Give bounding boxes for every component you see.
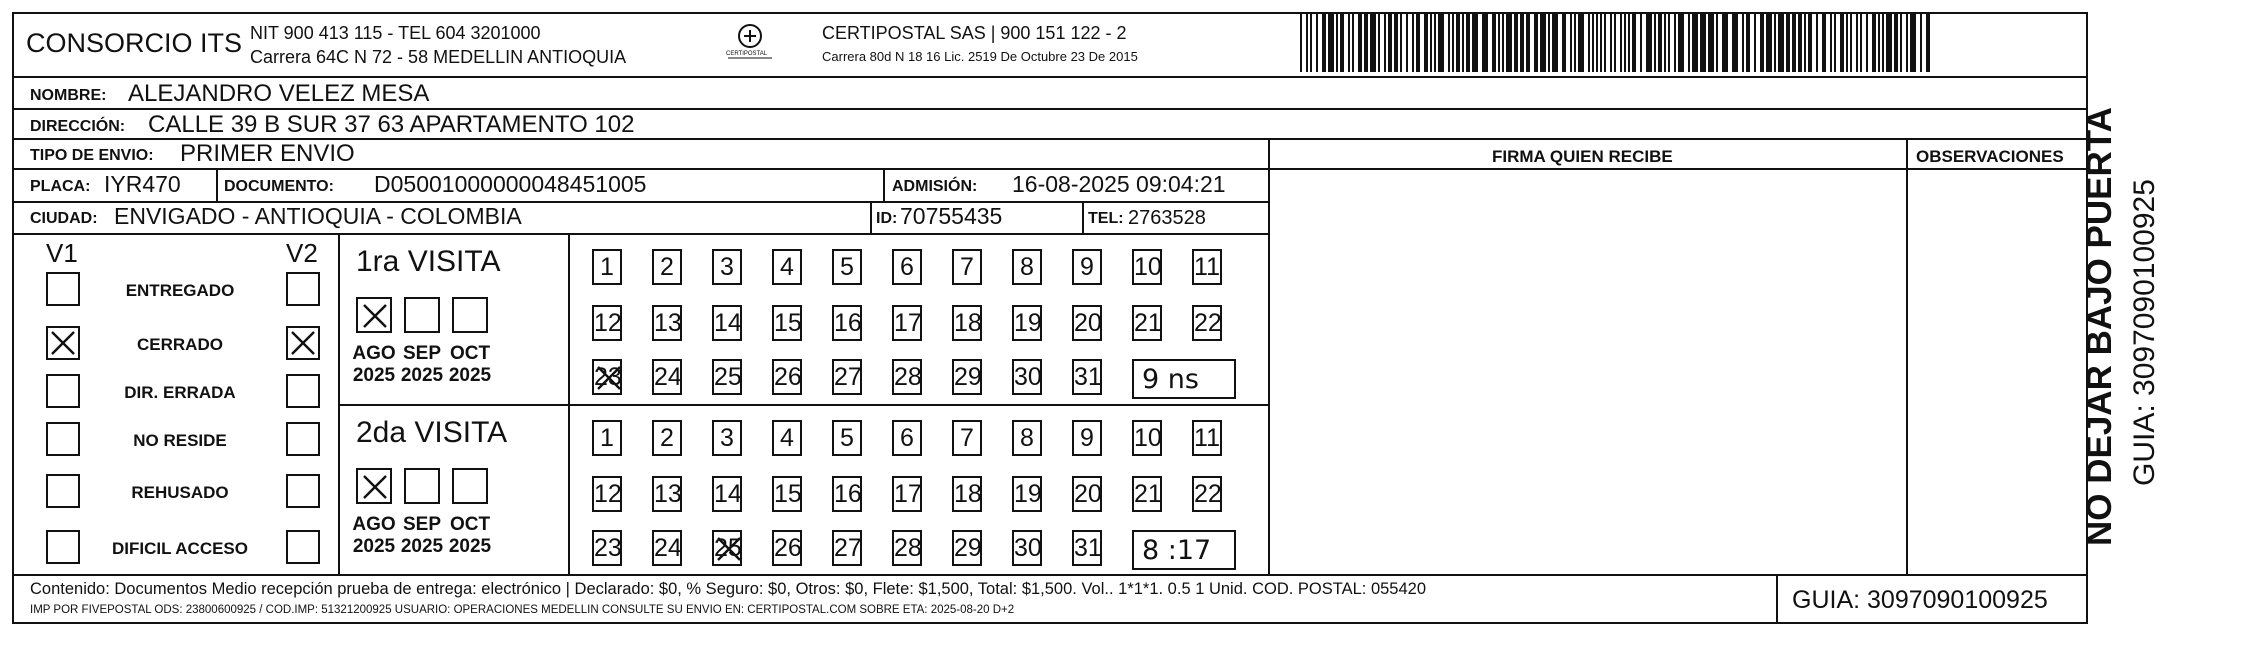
barcode-bar (1336, 14, 1338, 72)
barcode-bar (1646, 14, 1652, 72)
barcode-bar (1746, 14, 1750, 72)
barcode-bar (1456, 14, 1460, 72)
barcode-bar (1416, 14, 1420, 72)
day-box[interactable]: 6 (892, 249, 922, 285)
contenido-text: Contenido: Documentos Medio recepción prueba de entrega: electrónico | Declarado: $0, % Seguro: $0, Otros: $0, Flete: $1,500, Total: $1,500. Vol.. 1*1*1. 0.5 1 Unid. COD. POSTAL: 055420 (30, 580, 1427, 598)
day-box[interactable]: 18 (952, 476, 982, 512)
barcode-bar (1708, 14, 1714, 72)
placa-value: IYR470 (104, 171, 181, 197)
barcode-bar (1808, 14, 1812, 72)
check-mark-icon (360, 472, 390, 507)
barcode-bar (1316, 14, 1318, 72)
day-box[interactable]: 23 (592, 530, 622, 566)
side-guia: GUIA: 3097090100925 (2128, 179, 2161, 486)
barcode-bar (1384, 14, 1386, 72)
day-box[interactable]: 5 (832, 249, 862, 285)
month-year: 2025 (448, 536, 492, 557)
barcode-bar (1574, 14, 1576, 72)
day-box[interactable]: 4 (772, 420, 802, 456)
status-label: DIFICIL ACCESO (111, 539, 248, 558)
barcode-bar (1640, 14, 1642, 72)
barcode-bar (1856, 14, 1858, 72)
barcode-bar (1804, 14, 1806, 72)
company-nit: NIT 900 413 115 - TEL 604 3201000 (250, 23, 541, 43)
day-box[interactable]: 7 (952, 420, 982, 456)
check-mark-icon (594, 363, 624, 401)
month-name: OCT (449, 514, 491, 535)
barcode-bar (1760, 14, 1764, 72)
barcode-bar (1840, 14, 1844, 72)
month-checkbox[interactable] (404, 297, 440, 333)
ciudad-value: ENVIGADO - ANTIOQUIA - COLOMBIA (114, 203, 522, 229)
barcode-bar (1774, 14, 1776, 72)
time-box[interactable] (1132, 359, 1236, 399)
ciudad-label: CIUDAD: (30, 210, 98, 227)
barcode-bar (1430, 14, 1432, 72)
day-box[interactable]: 17 (892, 476, 922, 512)
barcode-bar (1654, 14, 1656, 72)
logo-text: CERTIPOSTAL (726, 51, 768, 57)
barcode-bar (1462, 14, 1464, 72)
barcode-bar (1610, 14, 1612, 72)
company-name: CONSORCIO ITS (26, 28, 243, 58)
month-label (397, 343, 447, 387)
documento-value: D05001000000048451005 (374, 171, 647, 197)
day-box[interactable]: 19 (1012, 305, 1042, 341)
barcode-bar (1438, 14, 1444, 72)
day-box[interactable]: 30 (1012, 530, 1042, 566)
barcode-bar (1370, 14, 1376, 72)
barcode-bar (1400, 14, 1402, 72)
day-box[interactable]: 27 (832, 530, 862, 566)
barcode-bar (1742, 14, 1744, 72)
checkbox-v1-1[interactable] (46, 326, 80, 360)
barcode-bar (1882, 14, 1884, 72)
barcode-bar (1322, 14, 1326, 72)
barcode-bar (1624, 14, 1626, 72)
day-box[interactable]: 20 (1072, 305, 1102, 341)
checkbox-v2-0[interactable] (286, 272, 320, 306)
day-box[interactable]: 8 (1012, 420, 1042, 456)
certipostal-logo-icon (720, 20, 780, 66)
barcode-bar (1466, 14, 1470, 72)
status-label: DIR. ERRADA (124, 383, 236, 402)
barcode-bar (1540, 14, 1546, 72)
barcode-bar (1732, 14, 1738, 72)
company-address: Carrera 64C N 72 - 58 MEDELLIN ANTIOQUIA (250, 47, 627, 67)
barcode-bar (1482, 14, 1488, 72)
nombre-label: NOMBRE: (30, 87, 107, 104)
day-box[interactable]: 30 (1012, 359, 1042, 395)
barcode-bar (1906, 14, 1908, 72)
barcode-bar (1900, 14, 1902, 72)
barcode-bar (1700, 14, 1706, 72)
certipostal-info: CERTIPOSTAL SAS | 900 151 122 - 2 (822, 23, 1127, 43)
barcode-bar (1792, 14, 1796, 72)
admision-label: ADMISIÓN: (892, 178, 978, 195)
barcode-bar (1894, 14, 1898, 72)
day-box[interactable]: 18 (952, 305, 982, 341)
day-box[interactable]: 23 (592, 359, 622, 395)
visit-title: 2da VISITA (356, 416, 508, 449)
admision-value: 16-08-2025 09:04:21 (1012, 171, 1226, 197)
barcode-bar (1588, 14, 1590, 72)
barcode-bar (1502, 14, 1504, 72)
day-box[interactable]: 10 (1132, 249, 1162, 285)
day-box[interactable]: 12 (592, 476, 622, 512)
month-label (397, 514, 447, 558)
visit-title: 1ra VISITA (356, 245, 501, 278)
month-year: 2025 (352, 365, 396, 386)
day-box[interactable]: 11 (1192, 420, 1222, 456)
barcode-bar (1300, 14, 1302, 72)
tel-value: 2763528 (1128, 207, 1206, 229)
month-checkbox[interactable] (452, 297, 488, 333)
tel-label: TEL: (1088, 210, 1124, 227)
month-name: SEP (402, 514, 442, 535)
checkbox-v2-5[interactable] (286, 530, 320, 564)
checkbox-v1-0[interactable] (46, 272, 80, 306)
day-box[interactable]: 29 (952, 359, 982, 395)
day-box[interactable]: 13 (652, 476, 682, 512)
check-mark-icon (288, 328, 318, 363)
barcode-bar (1688, 14, 1690, 72)
day-box[interactable]: 25 (712, 530, 742, 566)
barcode-bar (1388, 14, 1392, 72)
day-box[interactable]: 1 (592, 420, 622, 456)
day-box[interactable]: 21 (1132, 305, 1162, 341)
month-checkbox[interactable] (356, 468, 392, 504)
barcode-bar (1878, 14, 1880, 72)
day-box[interactable]: 11 (1192, 249, 1222, 285)
barcode-bar (1722, 14, 1728, 72)
status-label: NO RESIDE (133, 431, 227, 450)
day-box[interactable]: 13 (652, 305, 682, 341)
barcode-bar (1534, 14, 1538, 72)
month-checkbox[interactable] (452, 468, 488, 504)
day-box[interactable]: 31 (1072, 359, 1102, 395)
barcode-bar (1352, 14, 1354, 72)
day-box[interactable]: 22 (1192, 305, 1222, 341)
day-box[interactable]: 9 (1072, 249, 1102, 285)
barcode-bar (1578, 14, 1584, 72)
day-box[interactable]: 9 (1072, 420, 1102, 456)
day-box[interactable]: 28 (892, 359, 922, 395)
day-box[interactable]: 28 (892, 530, 922, 566)
month-year: 2025 (400, 365, 444, 386)
barcode-bar (1520, 14, 1524, 72)
v1-label: V1 (46, 238, 78, 268)
day-box[interactable]: 4 (772, 249, 802, 285)
barcode-bar (1628, 14, 1630, 72)
day-box[interactable]: 16 (832, 476, 862, 512)
day-box[interactable]: 21 (1132, 476, 1162, 512)
barcode-bar (1920, 14, 1922, 72)
checkbox-v2-3[interactable] (286, 422, 320, 456)
day-box[interactable]: 27 (832, 359, 862, 395)
day-box[interactable]: 2 (652, 420, 682, 456)
month-year: 2025 (448, 365, 492, 386)
day-box[interactable]: 10 (1132, 420, 1162, 456)
month-year: 2025 (352, 536, 396, 557)
checkbox-v2-4[interactable] (286, 474, 320, 508)
barcode-bar (1570, 14, 1572, 72)
nombre-value: ALEJANDRO VELEZ MESA (128, 80, 430, 107)
barcode-bar (1394, 14, 1398, 72)
day-box[interactable]: 7 (952, 249, 982, 285)
day-box[interactable]: 24 (652, 359, 682, 395)
barcode-bar (1412, 14, 1414, 72)
barcode-bar (1378, 14, 1380, 72)
barcode-bar (1472, 14, 1478, 72)
checkbox-v1-4[interactable] (46, 474, 80, 508)
barcode-bar (1866, 14, 1868, 72)
day-box[interactable]: 3 (712, 420, 742, 456)
barcode-bar (1830, 14, 1832, 72)
checkbox-v1-5[interactable] (46, 530, 80, 564)
day-box[interactable]: 14 (712, 476, 742, 512)
barcode-bar (1674, 14, 1676, 72)
status-label: CERRADO (137, 335, 223, 354)
barcode-bar (1754, 14, 1756, 72)
day-box[interactable]: 25 (712, 359, 742, 395)
barcode-bar (1822, 14, 1826, 72)
check-mark-icon (714, 534, 744, 572)
barcode-bar (1562, 14, 1566, 72)
month-name: OCT (449, 343, 491, 364)
barcode-bar (1310, 14, 1312, 72)
direccion-label: DIRECCIÓN: (30, 118, 126, 135)
barcode-bar (1306, 14, 1308, 72)
barcode-bar (1514, 14, 1518, 72)
certipostal-license: Carrera 80d N 18 16 Lic. 2519 De Octubre 23 De 2015 (822, 49, 1138, 64)
checkbox-v1-2[interactable] (46, 374, 80, 408)
barcode-bar (1846, 14, 1848, 72)
month-name: AGO (352, 343, 396, 364)
barcode-bar (1434, 14, 1436, 72)
barcode-bar (1668, 14, 1670, 72)
checkbox-v2-1[interactable] (286, 326, 320, 360)
barcode-bar (1348, 14, 1350, 72)
day-box[interactable]: 6 (892, 420, 922, 456)
barcode-bar (1358, 14, 1362, 72)
barcode-bar (1328, 14, 1334, 72)
barcode-bar (1600, 14, 1602, 72)
day-box[interactable]: 19 (1012, 476, 1042, 512)
barcode-bar (1692, 14, 1698, 72)
checkbox-v1-3[interactable] (46, 422, 80, 456)
day-box[interactable]: 5 (832, 420, 862, 456)
id-label: ID: (876, 210, 898, 227)
barcode-bar (1778, 14, 1784, 72)
id-value: 70755435 (900, 203, 1003, 229)
barcode-bar (1716, 14, 1718, 72)
visit-time: 9 ns (1142, 364, 1199, 395)
barcode-bar (1620, 14, 1622, 72)
firma-label: FIRMA QUIEN RECIBE (1492, 147, 1673, 166)
day-box[interactable]: 8 (1012, 249, 1042, 285)
day-box[interactable]: 2 (652, 249, 682, 285)
direccion-value: CALLE 39 B SUR 37 63 APARTAMENTO 102 (148, 111, 635, 138)
day-box[interactable]: 16 (832, 305, 862, 341)
barcode-bar (1604, 14, 1606, 72)
day-box[interactable]: 31 (1072, 530, 1102, 566)
day-box[interactable]: 26 (772, 359, 802, 395)
v2-label: V2 (286, 238, 318, 268)
check-mark-icon (48, 328, 78, 363)
barcode-bar (1552, 14, 1558, 72)
day-box[interactable]: 29 (952, 530, 982, 566)
barcode-bar (1860, 14, 1862, 72)
barcode-bar (1872, 14, 1876, 72)
barcode-bar (1406, 14, 1408, 72)
documento-label: DOCUMENTO: (224, 178, 334, 195)
day-box[interactable]: 12 (592, 305, 622, 341)
month-label (349, 343, 399, 387)
barcode-bar (1816, 14, 1818, 72)
barcode-bar (1886, 14, 1892, 72)
observaciones-label: OBSERVACIONES (1916, 147, 2064, 166)
month-label (349, 514, 399, 558)
barcode-bar (1526, 14, 1530, 72)
day-box[interactable]: 14 (712, 305, 742, 341)
barcode-bar (1798, 14, 1802, 72)
day-box[interactable]: 15 (772, 476, 802, 512)
barcode-bar (1926, 14, 1930, 72)
guia-footer: GUIA: 3097090100925 (1792, 586, 2048, 614)
barcode-bar (1632, 14, 1636, 72)
month-checkbox[interactable] (404, 468, 440, 504)
barcode-bar (1678, 14, 1684, 72)
barcode-bar (1498, 14, 1500, 72)
barcode-bar (1850, 14, 1852, 72)
barcode-bar (1448, 14, 1450, 72)
month-year: 2025 (400, 536, 444, 557)
barcode-bar (1614, 14, 1616, 72)
month-name: AGO (352, 514, 396, 535)
day-box[interactable]: 17 (892, 305, 922, 341)
barcode (1300, 14, 1934, 72)
status-label: ENTREGADO (125, 281, 235, 300)
day-box[interactable]: 24 (652, 530, 682, 566)
checkbox-v2-2[interactable] (286, 374, 320, 408)
barcode-bar (1592, 14, 1594, 72)
barcode-bar (1452, 14, 1454, 72)
month-label (445, 514, 495, 558)
day-box[interactable]: 26 (772, 530, 802, 566)
month-checkbox[interactable] (356, 297, 392, 333)
day-box[interactable]: 20 (1072, 476, 1102, 512)
barcode-bar (1658, 14, 1662, 72)
check-mark-icon (360, 301, 390, 336)
barcode-bar (1492, 14, 1496, 72)
imp-text: IMP POR FIVEPOSTAL ODS: 23800600925 / COD.IMP: 51321200925 USUARIO: OPERACIONES MEDELLIN CONSULTE SU ENVIO EN: CERTIPOSTAL.COM SOBRE ETA: 2025-08-20 D+2 (30, 604, 1015, 616)
visit-time: 8 :17 (1142, 535, 1212, 566)
status-label: REHUSADO (131, 483, 229, 502)
side-warning: NO DEJAR BAJO PUERTA (2080, 107, 2119, 546)
barcode-bar (1548, 14, 1550, 72)
barcode-bar (1910, 14, 1916, 72)
barcode-bar (1786, 14, 1790, 72)
barcode-bar (1364, 14, 1368, 72)
month-name: SEP (402, 343, 442, 364)
day-box[interactable]: 15 (772, 305, 802, 341)
barcode-bar (1766, 14, 1772, 72)
month-label (445, 343, 495, 387)
tipo-label: TIPO DE ENVIO: (30, 147, 154, 164)
time-box[interactable] (1132, 530, 1236, 570)
day-box[interactable]: 1 (592, 249, 622, 285)
barcode-bar (1834, 14, 1836, 72)
day-box[interactable]: 3 (712, 249, 742, 285)
barcode-bar (1596, 14, 1598, 72)
barcode-bar (1664, 14, 1666, 72)
barcode-bar (1506, 14, 1512, 72)
tipo-value: PRIMER ENVIO (180, 140, 355, 167)
barcode-bar (1340, 14, 1344, 72)
barcode-bar (1424, 14, 1428, 72)
placa-label: PLACA: (30, 178, 91, 195)
day-box[interactable]: 22 (1192, 476, 1222, 512)
